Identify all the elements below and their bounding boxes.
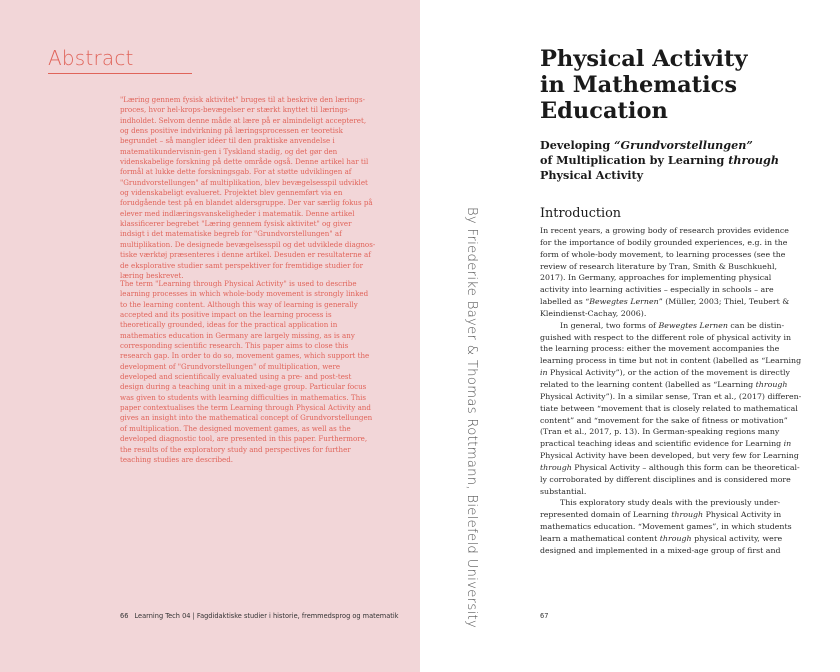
left-footer [120, 612, 398, 620]
paragraph-1: In recent years, a growing body of research provides evidence for the importance of bodily grounded experiences, e.g. in the form of whole-body movement, to learning processes (see the review of research literature by Tran, Smith & Buschkuehl, 2017). In Germany, approaches for implementing physical activity into learning activities – especially in schools – are labelled as “Bewegtes Lernen” (Müller, 2003; Thiel, Teubert & Kleindienst-Cachay, 2006). [540, 226, 790, 318]
right-page-number: 67 [540, 612, 549, 620]
subtitle-line-3: Physical Activity [540, 168, 644, 182]
abstract-english: The term "Learning through Physical Activity" is used to describe learning processes in which whole-body movement is strongly linked to the learning content. Although this way of learning is generally accepted and its positive impact on the learning process is theoretically grounded, ideas for the practical application in mathematics education in Germany are largely missing, as is any corresponding scientific research. This paper aims to close this research gap. In order to do so, movement games, which support the development of "Grundvorstellungen" of multiplication, were developed and scientifically evaluated using a pre- and post-test design during a teaching unit in a mixed-age group. Particular focus was given to students with learning difficulties in mathematics. This paper contextualises the term Learning through Physical Activity and gives an insight into the mathematical concept of Grundvorstellungen of multiplication. The designed movement games, as well as the developed diagnostic tool, are presented in this paper. Furthermore, the results of the exploratory study and perspectives for further teaching studies are described. [120, 279, 373, 464]
abstract-heading: Abstract [48, 46, 134, 70]
left-page-number: 66 [120, 612, 129, 620]
subtitle-line-2: of Multiplication by Learning through [540, 153, 779, 167]
abstract-rule [48, 73, 192, 74]
abstract-danish: "Læring gennem fysisk aktivitet" bruges til at beskrive den lærings-proces, hvor hel-krops-bevægelser er stærkt knyttet til lærings-indholdet. Selvom denne måde at lære på er almindeligt accepteret, og dens positive indvirkning på læringsprocessen er teoretisk begrundet – så mangler idéer til den praktiske anvendelse i matematikundervisnin-gen i Tyskland stadig, og det gør den videnskabelige forskning på dette område også. Denne artikel har til formål at lukke dette forskningsgab. For at støtte udviklingen af "Grundvorstellungen" af multiplikation, blev bevægelsesspil udviklet og videnskabeligt evalueret. Projektet blev gennemført via en forudgående test på en blandet aldersgruppe. Der var særlig fokus på elever med indlæringsvanskeligheder i matematik. Denne artikel klassificerer begrebet "Læring gennem fysisk aktivitet" og giver indsigt i det matematiske begreb for "Grundvorstellungen" af multiplikation. De designede bevægelsesspil og det udviklede diagnos-tiske værktøj præsenteres i denne artikel. Desuden er resultaterne af de eksplorative studier samt perspektiver for fremtidige studier for læring beskrevet. [120, 95, 376, 280]
title-line: Physical Activity [540, 46, 748, 72]
title-line: in Mathematics [540, 72, 737, 98]
introduction-heading: Introduction [540, 206, 622, 221]
running-footer: Learning Tech 04 | Fagdidaktiske studier i historie, fremmedsprog og matematik [134, 612, 399, 620]
introduction-body [540, 225, 802, 557]
subtitle-line-1: Developing “Grundvorstellungen” [540, 138, 753, 152]
paragraph-2: In general, two forms of Bewegtes Lernen can be distin-guished with respect to the different role of physical activity in the learning process: either the movement accompanies the learning process in time but not in content (labelled as “Learning in Physical Activity”), or the action of the movement is directly related to the learning content (labelled as “Learning through Physical Activity”). In a similar sense, Tran et al., (2017) differen-tiate between “movement that is closely related to mathematical content” and “movement for the sake of fitness or motivation” (Tran et al., 2017, p. 13). In German-speaking regions many practical teaching ideas and scientific evidence for Learning in Physical Activity have been developed, but very few for Learning through Physical Activity – although this form can be theoretical-ly corroborated by different disciplines and is considered more substantial. [540, 320, 802, 496]
article-title [540, 46, 810, 124]
author-byline: By Friederike Bayer & Thomas Rottmann, Bielefeld University [464, 207, 479, 629]
article-subtitle [540, 138, 810, 183]
paragraph-3: This exploratory study deals with the previously under-represented domain of Learning through Physical Activity in mathematics education. “Movement games”, in which students learn a mathematical content through physical activity, were designed and implemented in a mixed-age group of first and [540, 498, 792, 555]
title-line: Education [540, 98, 668, 124]
